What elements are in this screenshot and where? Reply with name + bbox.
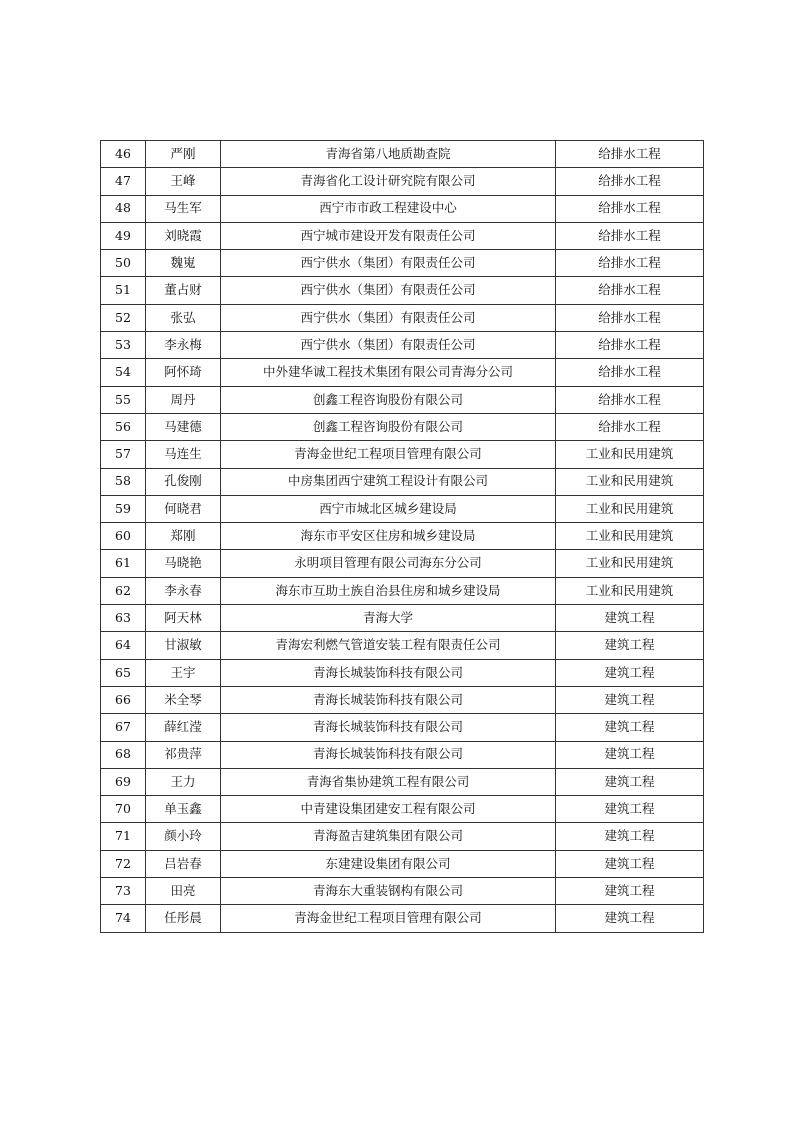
specialty-cell: 给排水工程 <box>556 386 704 413</box>
person-name-cell: 魏嵬 <box>146 250 221 277</box>
row-number-cell: 60 <box>101 523 146 550</box>
table-row <box>101 495 704 522</box>
organization-cell: 西宁城市建设开发有限责任公司 <box>221 222 556 249</box>
person-name-cell: 阿怀琦 <box>146 359 221 386</box>
table-row <box>101 714 704 741</box>
organization-cell: 西宁市市政工程建设中心 <box>221 195 556 222</box>
table-row <box>101 141 704 168</box>
organization-cell: 青海省集协建筑工程有限公司 <box>221 768 556 795</box>
specialty-cell: 给排水工程 <box>556 277 704 304</box>
row-number-cell: 52 <box>101 304 146 331</box>
table-row <box>101 659 704 686</box>
row-number-cell: 69 <box>101 768 146 795</box>
table-row <box>101 850 704 877</box>
person-name-cell: 何晓君 <box>146 495 221 522</box>
person-name-cell: 任彤晨 <box>146 905 221 932</box>
row-number-cell: 62 <box>101 577 146 604</box>
table-row <box>101 250 704 277</box>
organization-cell: 青海金世纪工程项目管理有限公司 <box>221 905 556 932</box>
person-name-cell: 王宇 <box>146 659 221 686</box>
specialty-cell: 建筑工程 <box>556 768 704 795</box>
table-row <box>101 605 704 632</box>
person-name-cell: 刘晓霞 <box>146 222 221 249</box>
organization-cell: 西宁供水（集团）有限责任公司 <box>221 277 556 304</box>
table-row <box>101 168 704 195</box>
specialty-cell: 工业和民用建筑 <box>556 550 704 577</box>
organization-cell: 创鑫工程咨询股份有限公司 <box>221 386 556 413</box>
table-row <box>101 304 704 331</box>
organization-cell: 创鑫工程咨询股份有限公司 <box>221 413 556 440</box>
table-row <box>101 523 704 550</box>
table-row <box>101 222 704 249</box>
row-number-cell: 48 <box>101 195 146 222</box>
table-row <box>101 441 704 468</box>
organization-cell: 青海长城装饰科技有限公司 <box>221 659 556 686</box>
specialty-cell: 给排水工程 <box>556 332 704 359</box>
person-name-cell: 米全琴 <box>146 686 221 713</box>
row-number-cell: 70 <box>101 796 146 823</box>
row-number-cell: 74 <box>101 905 146 932</box>
specialty-cell: 给排水工程 <box>556 413 704 440</box>
row-number-cell: 65 <box>101 659 146 686</box>
person-name-cell: 吕岩春 <box>146 850 221 877</box>
organization-cell: 青海宏利燃气管道安装工程有限责任公司 <box>221 632 556 659</box>
specialty-cell: 给排水工程 <box>556 141 704 168</box>
table-row <box>101 550 704 577</box>
person-name-cell: 李永梅 <box>146 332 221 359</box>
organization-cell: 西宁市城北区城乡建设局 <box>221 495 556 522</box>
row-number-cell: 61 <box>101 550 146 577</box>
row-number-cell: 59 <box>101 495 146 522</box>
organization-cell: 青海东大重装钢构有限公司 <box>221 878 556 905</box>
specialty-cell: 给排水工程 <box>556 222 704 249</box>
row-number-cell: 46 <box>101 141 146 168</box>
specialty-cell: 给排水工程 <box>556 168 704 195</box>
table-row <box>101 741 704 768</box>
row-number-cell: 47 <box>101 168 146 195</box>
row-number-cell: 54 <box>101 359 146 386</box>
row-number-cell: 71 <box>101 823 146 850</box>
table-row <box>101 632 704 659</box>
table-row <box>101 878 704 905</box>
table-row <box>101 332 704 359</box>
specialty-cell: 建筑工程 <box>556 686 704 713</box>
organization-cell: 青海省第八地质勘查院 <box>221 141 556 168</box>
person-name-cell: 马建德 <box>146 413 221 440</box>
person-name-cell: 董占财 <box>146 277 221 304</box>
roster-table <box>100 140 704 933</box>
row-number-cell: 53 <box>101 332 146 359</box>
specialty-cell: 建筑工程 <box>556 741 704 768</box>
person-name-cell: 王力 <box>146 768 221 795</box>
organization-cell: 西宁供水（集团）有限责任公司 <box>221 304 556 331</box>
specialty-cell: 建筑工程 <box>556 714 704 741</box>
row-number-cell: 58 <box>101 468 146 495</box>
row-number-cell: 67 <box>101 714 146 741</box>
table-row <box>101 686 704 713</box>
row-number-cell: 66 <box>101 686 146 713</box>
organization-cell: 青海省化工设计研究院有限公司 <box>221 168 556 195</box>
specialty-cell: 建筑工程 <box>556 823 704 850</box>
table-row <box>101 359 704 386</box>
specialty-cell: 建筑工程 <box>556 905 704 932</box>
specialty-cell: 工业和民用建筑 <box>556 523 704 550</box>
specialty-cell: 建筑工程 <box>556 878 704 905</box>
row-number-cell: 72 <box>101 850 146 877</box>
table-row <box>101 905 704 932</box>
row-number-cell: 49 <box>101 222 146 249</box>
specialty-cell: 建筑工程 <box>556 850 704 877</box>
organization-cell: 青海长城装饰科技有限公司 <box>221 741 556 768</box>
organization-cell: 海东市互助土族自治县住房和城乡建设局 <box>221 577 556 604</box>
person-name-cell: 马生军 <box>146 195 221 222</box>
row-number-cell: 73 <box>101 878 146 905</box>
organization-cell: 中青建设集团建安工程有限公司 <box>221 796 556 823</box>
table-row <box>101 386 704 413</box>
table-row <box>101 768 704 795</box>
specialty-cell: 工业和民用建筑 <box>556 495 704 522</box>
person-name-cell: 张弘 <box>146 304 221 331</box>
row-number-cell: 55 <box>101 386 146 413</box>
specialty-cell: 给排水工程 <box>556 304 704 331</box>
specialty-cell: 工业和民用建筑 <box>556 468 704 495</box>
table-row <box>101 195 704 222</box>
specialty-cell: 工业和民用建筑 <box>556 441 704 468</box>
person-name-cell: 严刚 <box>146 141 221 168</box>
table-row <box>101 823 704 850</box>
organization-cell: 西宁供水（集团）有限责任公司 <box>221 250 556 277</box>
person-name-cell: 王峰 <box>146 168 221 195</box>
row-number-cell: 50 <box>101 250 146 277</box>
person-name-cell: 孔俊刚 <box>146 468 221 495</box>
organization-cell: 青海长城装饰科技有限公司 <box>221 714 556 741</box>
roster-table-body <box>101 141 704 933</box>
specialty-cell: 建筑工程 <box>556 659 704 686</box>
specialty-cell: 给排水工程 <box>556 359 704 386</box>
person-name-cell: 阿天林 <box>146 605 221 632</box>
row-number-cell: 51 <box>101 277 146 304</box>
table-row <box>101 577 704 604</box>
row-number-cell: 57 <box>101 441 146 468</box>
specialty-cell: 给排水工程 <box>556 250 704 277</box>
specialty-cell: 建筑工程 <box>556 605 704 632</box>
row-number-cell: 64 <box>101 632 146 659</box>
table-row <box>101 468 704 495</box>
person-name-cell: 单玉鑫 <box>146 796 221 823</box>
row-number-cell: 68 <box>101 741 146 768</box>
organization-cell: 青海长城装饰科技有限公司 <box>221 686 556 713</box>
person-name-cell: 甘淑敏 <box>146 632 221 659</box>
row-number-cell: 56 <box>101 413 146 440</box>
person-name-cell: 李永春 <box>146 577 221 604</box>
organization-cell: 青海盈吉建筑集团有限公司 <box>221 823 556 850</box>
organization-cell: 东建建设集团有限公司 <box>221 850 556 877</box>
person-name-cell: 田亮 <box>146 878 221 905</box>
organization-cell: 海东市平安区住房和城乡建设局 <box>221 523 556 550</box>
table-row <box>101 277 704 304</box>
person-name-cell: 祁贵萍 <box>146 741 221 768</box>
person-name-cell: 薛红滢 <box>146 714 221 741</box>
person-name-cell: 马晓艳 <box>146 550 221 577</box>
specialty-cell: 建筑工程 <box>556 632 704 659</box>
person-name-cell: 颜小玲 <box>146 823 221 850</box>
specialty-cell: 建筑工程 <box>556 796 704 823</box>
specialty-cell: 给排水工程 <box>556 195 704 222</box>
row-number-cell: 63 <box>101 605 146 632</box>
person-name-cell: 马连生 <box>146 441 221 468</box>
organization-cell: 青海金世纪工程项目管理有限公司 <box>221 441 556 468</box>
organization-cell: 青海大学 <box>221 605 556 632</box>
organization-cell: 中外建华诚工程技术集团有限公司青海分公司 <box>221 359 556 386</box>
specialty-cell: 工业和民用建筑 <box>556 577 704 604</box>
person-name-cell: 郑刚 <box>146 523 221 550</box>
table-row <box>101 796 704 823</box>
organization-cell: 永明项目管理有限公司海东分公司 <box>221 550 556 577</box>
table-row <box>101 413 704 440</box>
organization-cell: 西宁供水（集团）有限责任公司 <box>221 332 556 359</box>
person-name-cell: 周丹 <box>146 386 221 413</box>
organization-cell: 中房集团西宁建筑工程设计有限公司 <box>221 468 556 495</box>
